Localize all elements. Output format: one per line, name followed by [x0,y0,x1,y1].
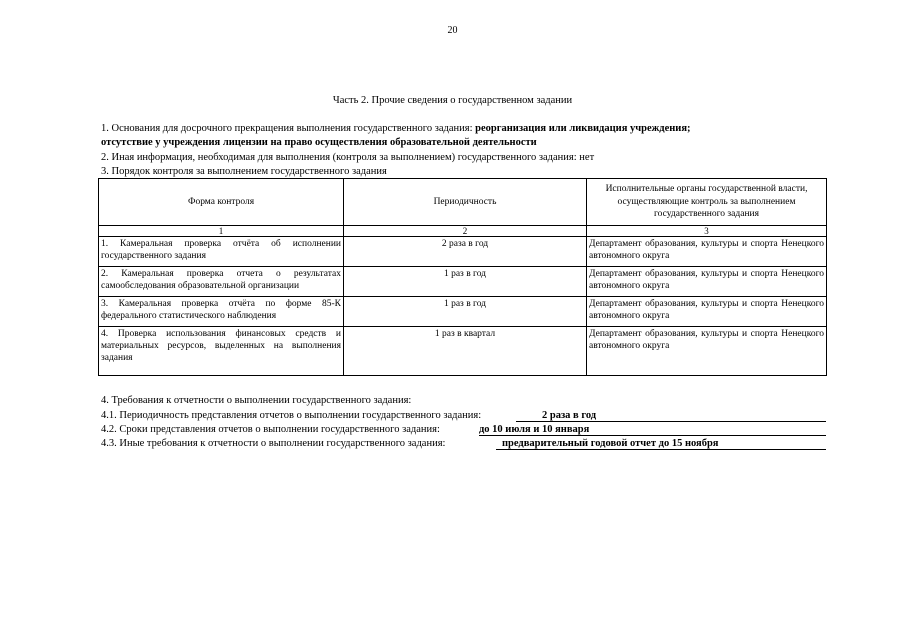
cell-org: Департамент образования, культуры и спорта Ненецкого автономного округа [587,297,827,327]
section1-label: 1. Основания для досрочного прекращения выполнения государственного задания: [101,123,473,134]
section1-value-line1: реорганизация или ликвидация учреждения; [475,123,691,134]
column-number: 2 [344,226,587,237]
cell-period: 2 раза в год [344,237,587,267]
cell-org: Департамент образования, культуры и спорта Ненецкого автономного округа [587,267,827,297]
cell-period: 1 раз в год [344,267,587,297]
cell-form: 2. Камеральная проверка отчета о результатах самообследования образовательной организации [99,267,344,297]
section1-line1 [101,123,691,134]
header-org: Исполнительные органы государственной власти, осуществляющие контроль за выполнением государственного задания [587,179,827,226]
section4-item3-value: предварительный годовой отчет до 15 ноября [496,438,826,450]
column-number: 1 [99,226,344,237]
section1-line2 [101,137,537,148]
column-number-row [99,226,827,237]
header-form: Форма контроля [99,179,344,226]
section4-item2-label: 4.2. Сроки представления отчетов о выполнении государственного задания: [101,424,440,435]
section4-item1-label: 4.1. Периодичность представления отчетов о выполнении государственного задания: [101,410,482,421]
section4-item1-value: 2 раза в год [516,410,826,422]
table-row [99,297,827,327]
section2-text: 2. Иная информация, необходимая для выполнения (контроля за выполнением) государственного задания: нет [101,152,595,163]
cell-period: 1 раз в год [344,297,587,327]
cell-form: 3. Камеральная проверка отчёта по форме 85-К федерального статистического наблюдения [99,297,344,327]
table-row [99,267,827,297]
cell-org: Департамент образования, культуры и спорта Ненецкого автономного округа [587,327,827,376]
cell-period: 1 раз в квартал [344,327,587,376]
column-number: 3 [587,226,827,237]
section4-item2-value: до 10 июля и 10 января [479,424,826,436]
table-row [99,237,827,267]
table-header-row [99,179,827,226]
table-row [99,327,827,376]
cell-form: 1. Камеральная проверка отчёта об исполнении государственного задания [99,237,344,267]
cell-form: 4. Проверка использования финансовых средств и материальных ресурсов, выделенных на выполнения задания [99,327,344,376]
header-period: Периодичность [344,179,587,226]
control-table [98,178,827,376]
section3-title: 3. Порядок контроля за выполнением государственного задания [101,166,387,177]
section4-title: 4. Требования к отчетности о выполнении государственного задания: [101,395,412,406]
page-number: 20 [447,25,458,36]
section1-value-line2: отсутствие у учреждения лицензии на право осуществления образовательной деятельности [101,137,537,148]
part-title: Часть 2. Прочие сведения о государственном задании [332,95,573,106]
section4-item3-label: 4.3. Иные требования к отчетности о выполнении государственного задания: [101,438,446,449]
cell-org: Департамент образования, культуры и спорта Ненецкого автономного округа [587,237,827,267]
